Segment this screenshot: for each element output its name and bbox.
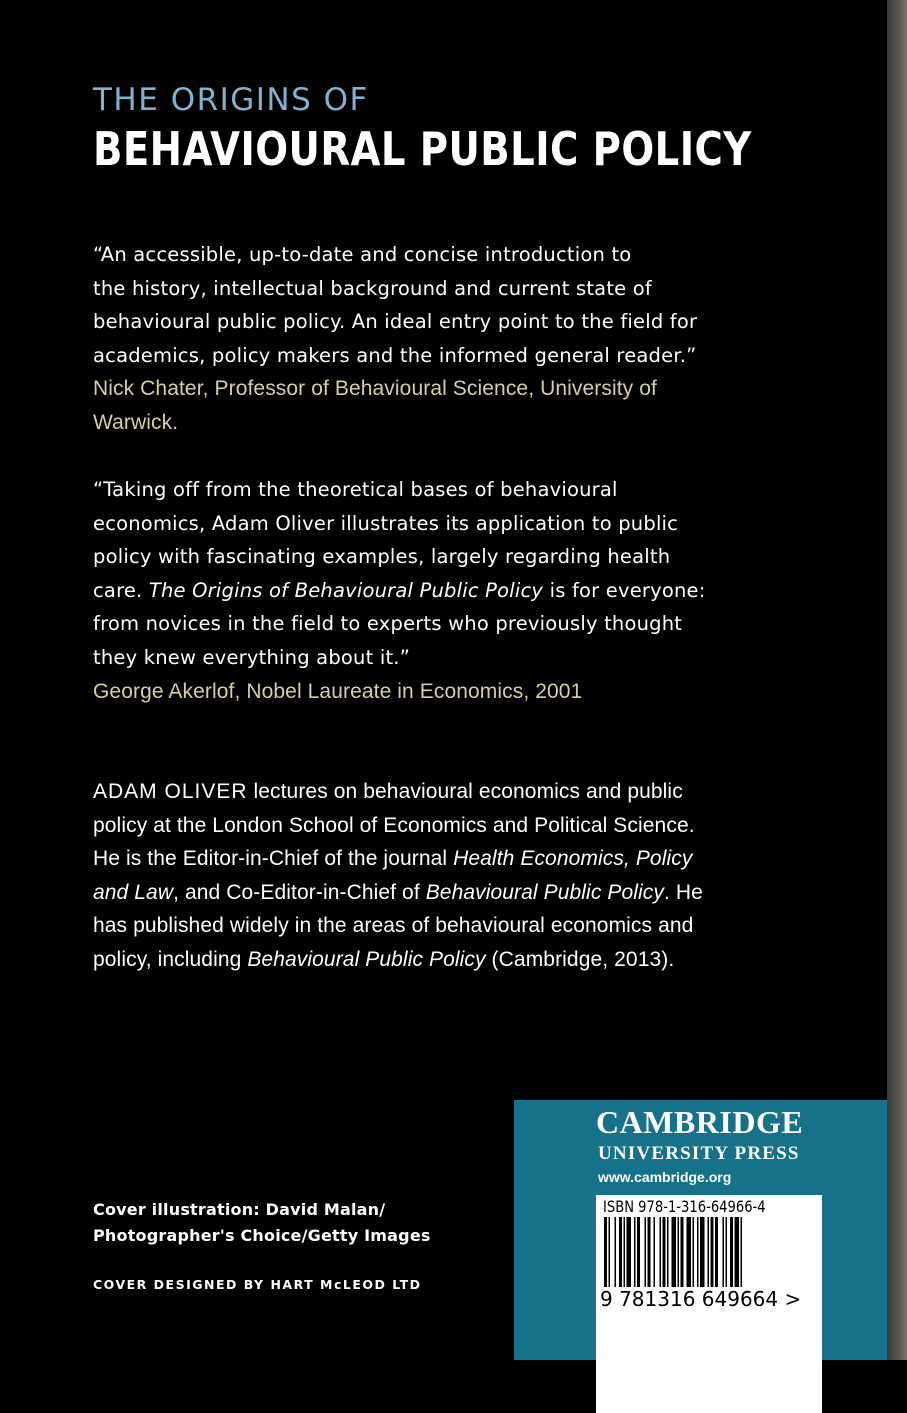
quote-line: “Taking off from the theoretical bases of behavioural (93, 478, 618, 501)
quote-line: academics, policy makers and the informed general reader.” (93, 343, 697, 367)
quote-line: the history, intellectual background and current state of (93, 276, 652, 300)
publisher-url: www.cambridge.org (598, 1169, 732, 1185)
quote-line: from novices in the field to experts who previously thought (93, 612, 683, 636)
bio-text: (Cambridge, 2013). (485, 947, 675, 971)
quote-text: care. (93, 578, 149, 602)
blurb-quote-1 (93, 238, 733, 440)
publisher-panel (514, 1100, 887, 1360)
bio-text: . He (663, 880, 703, 904)
bio-text: He is the Editor-in-Chief of the journal (93, 847, 454, 871)
journal-title: and Law (93, 880, 174, 904)
quote-attribution: Warwick. (93, 410, 179, 434)
author-name: ADAM OLIVER (93, 780, 248, 803)
quote-line (93, 574, 733, 608)
spine-edge (887, 0, 907, 1360)
bio-line (93, 876, 733, 910)
quote-attribution: Nick Chater, Professor of Behavioural Science, University of (93, 377, 657, 401)
quote-line: behavioural public policy. An ideal entry point to the field for (93, 310, 698, 334)
bio-text: , and Co-Editor-in-Chief of (173, 880, 426, 904)
book-title: BEHAVIOURAL PUBLIC POLICY (93, 122, 752, 176)
bio-text: policy, including (93, 947, 248, 971)
quote-line: economics, Adam Oliver illustrates its application to public (93, 511, 679, 535)
bio-line (93, 943, 733, 977)
quote-text: is for everyone: (543, 578, 706, 602)
title-prefix: THE ORIGINS OF (93, 82, 369, 118)
bio-text: lectures on behavioural economics and public (247, 780, 683, 803)
designer-credit: COVER DESIGNED BY HART McLEOD LTD (93, 1277, 422, 1292)
publisher-logo-name: CAMBRIDGE (596, 1104, 804, 1140)
book-title-italic: Behavioural Public Policy (247, 947, 486, 971)
bio-line (93, 775, 733, 809)
blurb-quote-2 (93, 473, 733, 708)
quote-line: policy with fascinating examples, largely regarding health (93, 545, 671, 569)
credit-line: Photographer's Choice/Getty Images (93, 1226, 431, 1245)
bio-line: policy at the London School of Economics and Political Science. (93, 813, 695, 837)
quote-attribution: George Akerlof, Nobel Laureate in Economics, 2001 (93, 679, 583, 703)
quote-line: they knew everything about it.” (93, 645, 411, 669)
author-bio (93, 775, 733, 977)
barcode-icon (604, 1217, 814, 1289)
barcode-box (596, 1195, 822, 1413)
bio-line: has published widely in the areas of behavioural economics and (93, 914, 694, 938)
journal-title: Behavioural Public Policy (425, 880, 664, 904)
bio-line (93, 842, 733, 876)
cover-credits (93, 1197, 431, 1249)
quote-line: “An accessible, up-to-date and concise introduction to (93, 243, 632, 266)
credit-line: Cover illustration: David Malan/ (93, 1200, 386, 1219)
journal-title: Health Economics, Policy (453, 847, 693, 871)
publisher-logo-sub: UNIVERSITY PRESS (598, 1143, 800, 1164)
isbn-label: ISBN 978-1-316-64966-4 (603, 1197, 766, 1216)
book-title-italic: The Origins of Behavioural Public Policy (148, 578, 544, 602)
barcode-digits: 9 781316 649664 > (600, 1287, 802, 1311)
